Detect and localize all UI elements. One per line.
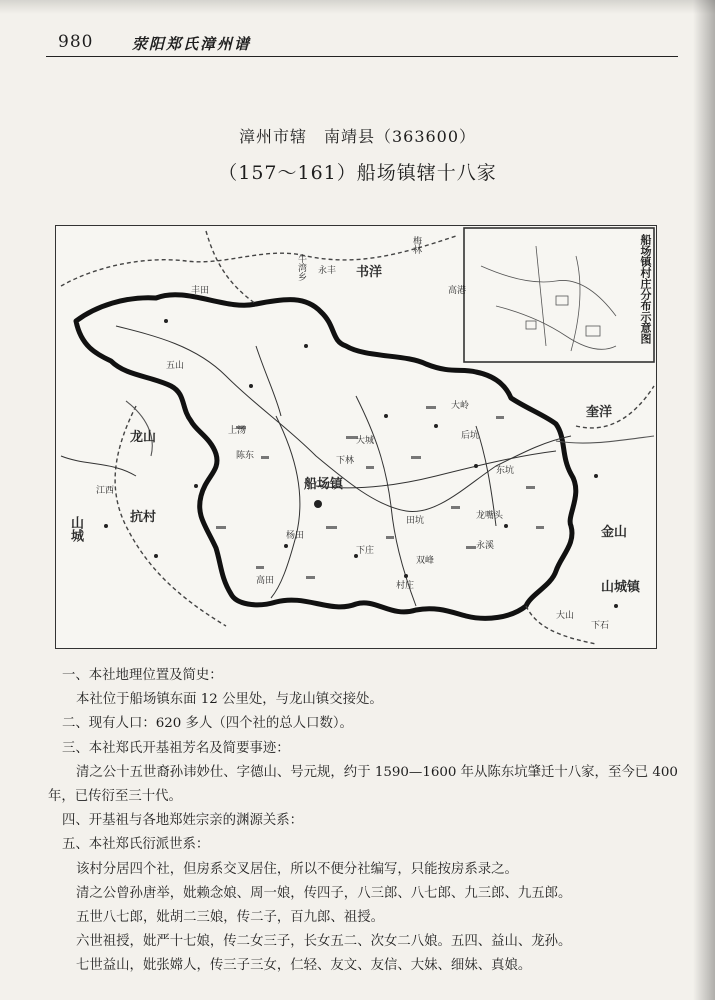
- map-label-center: 船场镇: [304, 477, 344, 492]
- section-5-line2: 清之公曾孙唐举，妣赖念娘、周一娘，传四子，八三郎、八七郎、九三郎、九五郎。: [76, 885, 572, 901]
- section-5-line3: 五世八七郎，妣胡二三娘，传二子，百九郎、祖授。: [76, 910, 384, 926]
- section-1-text: 本社位于船场镇东面 12 公里处，与龙山镇交接处。: [76, 692, 383, 708]
- header-rule: [46, 56, 678, 57]
- map-label: 龙山: [130, 430, 157, 445]
- town-boundary: [76, 295, 576, 619]
- map-label: 丰田: [191, 286, 210, 296]
- map-label: 书洋: [356, 265, 383, 280]
- page-number: 980: [58, 32, 94, 52]
- map-label: 田坑: [406, 516, 425, 526]
- map-label: 高田: [256, 576, 275, 586]
- map-label: 江西: [96, 486, 115, 496]
- section-5-line1: 该村分居四个社，但房系交叉居住，所以不便分社编写，只能按房系录之。: [76, 861, 518, 877]
- map-label: 五山: [166, 361, 185, 371]
- map-label: 陈东: [236, 451, 255, 461]
- section-5-line4: 六世祖授，妣严十七娘，传二女三子，长女五二、次女二八娘。五四、益山、龙孙。: [76, 934, 572, 950]
- inset-frame: [464, 228, 654, 362]
- section-3-heading: 三、本社郑氏开基祖芳名及简要事迹：: [62, 740, 290, 756]
- page-top-shadow: [0, 0, 715, 14]
- running-header: [28, 30, 678, 56]
- map-label: 永溪: [476, 541, 495, 551]
- map-label: 后坑: [461, 431, 480, 441]
- map-label: 大城: [356, 436, 375, 446]
- section-5-line5: 七世益山，妣张嫦人，传三子三女，仁轻、友文、友信、大妹、细妹、真娘。: [76, 958, 532, 974]
- map-label: 下石: [591, 621, 610, 631]
- section-3-text-line1: 清之公十五世裔孙讳妙仕、字德山、号元规，约于 1590—1600 年从陈东坑肇迁十八家，至今已 400: [76, 764, 678, 780]
- section-2: 二、现有人口：620 多人（四个社的总人口数）。: [62, 716, 353, 732]
- map-label: 下庄: [356, 546, 375, 556]
- map-label: 上汤: [228, 426, 247, 436]
- town-map: [55, 225, 657, 649]
- map-label: 金山: [601, 525, 628, 540]
- map-rivers: [126, 401, 654, 456]
- inset-map-title: 船场镇村庄分布示意图: [639, 234, 652, 344]
- map-label: 山城镇: [601, 580, 641, 595]
- map-label: 高港: [448, 286, 467, 296]
- map-label: 梅林: [411, 236, 421, 254]
- section-subtitle: 漳州市辖 南靖县（363600）: [238, 127, 477, 146]
- map-label: 大岭: [451, 401, 470, 411]
- map-roads: [61, 326, 571, 606]
- page-binding-shadow: [693, 0, 715, 1000]
- map-label: 牛湾乡: [296, 254, 306, 281]
- map-label: 永丰: [318, 266, 337, 276]
- section-5-heading: 五、本社郑氏衍派世系：: [62, 837, 210, 853]
- map-label: 山城: [68, 516, 83, 542]
- map-label: 下林: [336, 456, 355, 466]
- section-3-text-line2: 年，已传衍至三十代。: [48, 789, 182, 805]
- map-label: 杨田: [286, 531, 305, 541]
- map-label: 抗村: [130, 510, 157, 525]
- map-label: 大山: [556, 611, 575, 621]
- map-label: 双峰: [416, 556, 435, 566]
- section-title: （157～161）船场镇辖十八家: [218, 162, 497, 184]
- map-label: 东坑: [496, 466, 515, 476]
- map-label: 村庄: [396, 581, 415, 591]
- section-1-heading: 一、本社地理位置及简史：: [62, 668, 223, 683]
- map-detail-marks: [216, 406, 544, 579]
- body-text: [48, 664, 682, 979]
- map-label: 龙嘴头: [476, 511, 504, 521]
- map-label: 奎洋: [586, 405, 613, 420]
- section-4: 四、开基祖与各地郑姓宗亲的渊源关系：: [62, 813, 304, 829]
- inset-roads: [481, 246, 616, 351]
- book-title: 荥阳郑氏漳州谱: [132, 35, 252, 53]
